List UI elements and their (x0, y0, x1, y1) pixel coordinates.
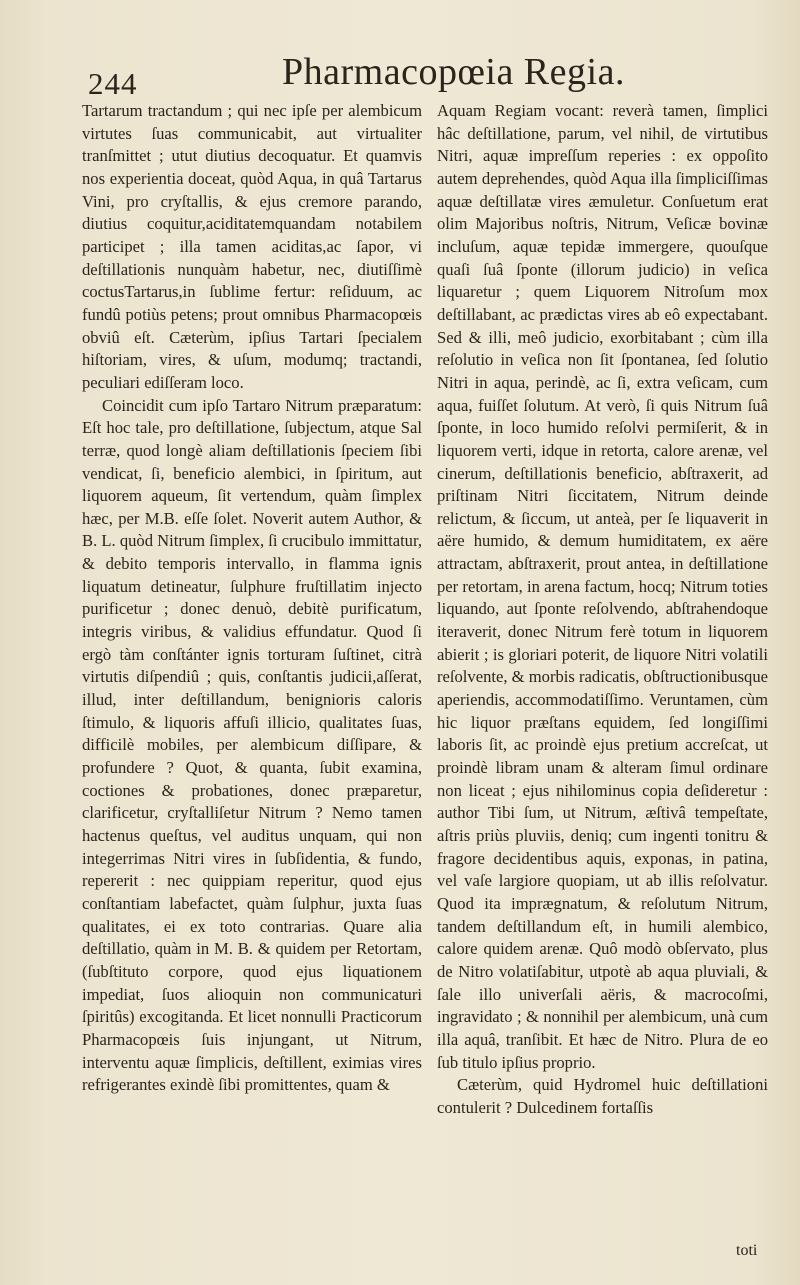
page-number: 244 (88, 66, 138, 101)
paragraph: Aquam Regiam vocant: reverà tamen, ſimplici hâc deſtillatione, parum, vel nihil, de virtutibus Nitri, aquæ impreſſum reperies : ex oppoſito autem deprehendes, quòd Aqua illa ſimpliciſſimas aquæ deſtillatæ vires æmuletur. Conſuetum erat olim Majoribus noſtris, Nitrum, Veſicæ bovinæ incluſum, aquæ tepidæ immergere, quouſque quaſi ſuâ ſponte (illorum judicio) in veſica liquaretur ; quem Liquorem Nitroſum mox deſtillabant, ac prædictas vires ab eô expectabant. Sed & illi, meô judicio, exorbitabant ; cùm illa reſolutio in veſica non ſit ſpontanea, ſed ſolutio Nitri in aqua, perindè, ac ſi, extra veſicam, cum aqua, fuiſſet ſolutum. At verò, ſi quis Nitrum ſuâ ſponte, in loco humido reſolvi permiſerit, & in liquorem verti, idque in retorta, calore arenæ, vel cinerum, deſtillationis beneficio, abſtraxerit, ad priſtinam Nitri ſiccitatem, Nitrum deinde relictum, & ſiccum, ut anteà, per ſe liquaverit in aëre humido, & demum humiditatem, ex aëre attractam, abſtraxerit, prout antea, in deſtillatione per retortam, in arena factum, hocq; Nitrum toties liquando, aut ſponte reſolvendo, abſtrahendoque iteraverit, donec Nitrum ferè totum in liquorem abierit ; is gloriari poterit, de liquore Nitri volatili reſolvente, & morbis radicatis, obſtructionibusque aperiendis, accommodatiſſimo. Veruntamen, cùm hic liquor præſtans equidem, ſed longiſſimi laboris ſit, ac proindè ejus pretium accreſcat, ut proindè libram unam & alteram ſimul ordinare non liceat ; ejus nihilominus copia deſideretur : author Tibi ſum, ut Nitrum, æſtivâ tempeſtate, aſtris priùs pluviis, deniq; cum ingenti tonitru & fragore decidentibus aquis, exponas, in patina, vel vaſe largiore quopiam, ut ab illis reſolvatur. Quod ita imprægnatum, & reſolutum Nitrum, tandem deſtillandum eſt, in humili alembico, calore quidem arenæ. Quô modò obſervato, plus de Nitro volatiſabitur, utpotè ab aqua pluviali, & ſale illo univerſali aëris, & macrocoſmi, ingravidato ; & nonnihil per alembicum, unà cum illa aquâ, tranſibit. Et hæc de Nitro. Plura de eo ſub titulo ipſius proprio. (437, 101, 768, 1072)
running-title: Pharmacopœia Regia. (282, 51, 625, 93)
paragraph: Tartarum tractandum ; qui nec ipſe per alembicum virtutes ſuas communicabit, aut virtualiter tranſmittet ; utut diutius decoquatur. Et quamvis nos experientia doceat, quòd Aqua, in quâ Tartarus Vini, pro cryſtallis, & ejus cremore parando, diutius coquitur,aciditatemquandam notabilem participet ; illa tamen aciditas,ac ſapor, vi deſtillationis nunquàm habetur, nec, diutiſſimè coctusTartarus,in ſublime fertur: reſiduum, ac fundû potiùs petens; prout omnibus Pharmacopœis obviû eſt. Cæterùm, ipſius Tartari ſpecialem hiſtoriam, vires, & uſum, modumq; tractandi, peculiari ediſſeram loco. (82, 101, 422, 392)
paragraph: Cæterùm, quid Hydromel huic deſtillationi contulerit ? Dulcedinem fortaſſis (437, 1075, 768, 1117)
right-column (437, 100, 768, 1120)
paragraph: Coincidit cum ipſo Tartaro Nitrum præparatum: Eſt hoc tale, pro deſtillatione, ſubjectum, atque Sal terræ, quod longè aliam deſtillationis ſpeciem ſibi vendicat, ſi, beneficio alembici, in ſpiritum, aut liquorem aqueum, ſit vertendum, quàm ſimplex hæc, per M.B. eſſe ſolet. Noverit autem Author, & B. L. quòd Nitrum ſimplex, ſi crucibulo immittatur, & debito temporis intervallo, in flamma ignis liquatum detineatur, ſulphure fruſtillatim injecto purificetur ; donec denuò, debitè purificatum, integris viribus, & validius effundatur. Quod ſi ergò tàm conſtánter ignis torturam ſuſtinet, citrà virtutis diſpendiû ; quis, conſtantis judicii,aſſerat, illud, inter deſtillandum, benignioris caloris ſtimulo, & liquoris affuſi illicio, qualitates ſuas, difficilè mobiles, per alembicum diſſipare, & profundere ? Quot, & quanta, ſubit examina, coctiones & probationes, donec præparetur, clarificetur, cryſtalliſetur Nitrum ? Nemo tamen hactenus queſtus, vel auditus unquam, qui non integerrimas Nitri vires in ſubſidentia, & fundo, repererit : nec quippiam reperitur, quod ejus conſtantiam labefactet, quàm ſulphur, juxta ſuas qualitates, ei ex toto contrarias. Quare alia deſtillatio, quàm in M. B. & quidem per Retortam, (ſubſtituto corpore, quod ejus liquationem impediat, ſuos alioquin non communicaturi ſpiritûs) excogitanda. Et licet nonnulli Practicorum Pharmacopœis ſuis injungant, ut Nitrum, interventu aquæ ſimplicis, deſtillent, eximias vires refrigerantes exindè ſibi promittentes, quam & (82, 395, 422, 1095)
left-column (82, 100, 422, 1097)
catchword: toti (736, 1242, 758, 1259)
